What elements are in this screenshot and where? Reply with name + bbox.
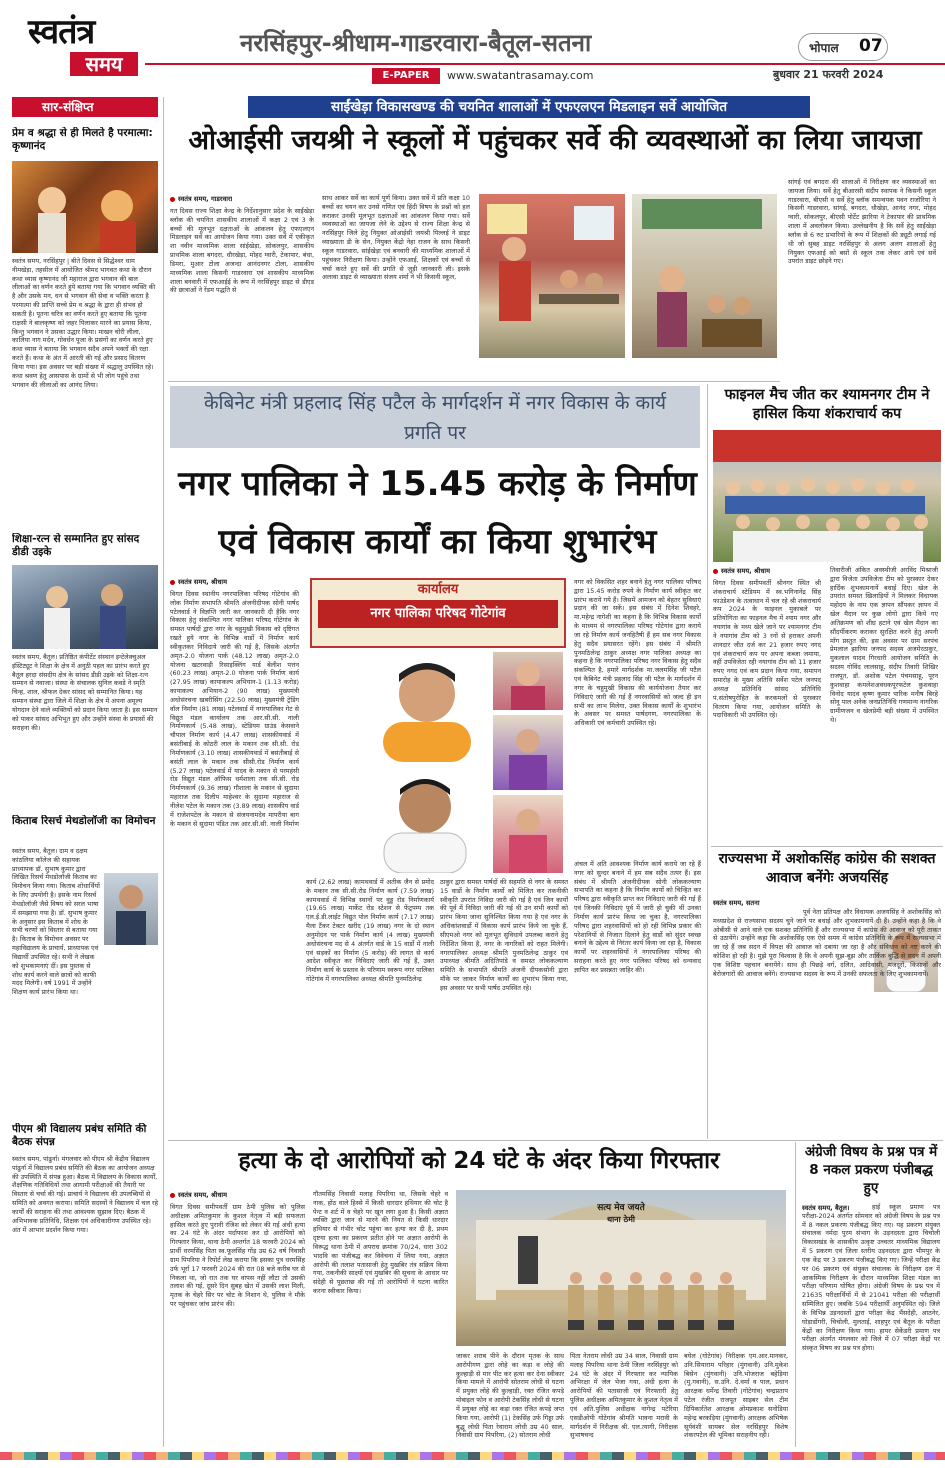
sidebar-item3-headline: किताब रिसर्च मेथडोलॉजी का विमोचन: [12, 815, 156, 827]
sidebar-item2-photo: [12, 565, 158, 649]
lead-kicker: साईंखेड़ा विकासखण्ड की चयनित शालाओं में एफएलएन मिडलाइन सर्वे आयोजित: [248, 96, 810, 118]
cricket-divider: [711, 846, 943, 847]
lead-col3: सांगई एवं बगदरा की शालाओं में निरीक्षण कर व्यवस्थाओं का जायजा लिया। सर्वे हेतु बीआरसी संदीप स्थापक ने किसनी स्कूल गाडरवारा, बीएसी व सर्वे हेतु ब्लॉक समन्वयक पवन राजोरिया ने किसनी गाडरवारा, सांगई, बगदरा, धौखेड़ा, आनंद नगर, मोहद ग्वारी, सोकलपुर, बीएसी पोर्टेट झारिया ने टेकापार की प्राथमिक शाला में अवलोकन किया। उल्लेखनीय है कि सर्वे हेतु साईंखेड़ा ब्लॉक से 6 रुट प्रभारियों के रूप में शिक्षकों की ड्यूटी लगाई गई थी जो सुबह डाइट नरसिंहपुर से अलग अलग शालाओं हेतु नियुक्त एफआई को बसों से स्कूल तक लेकर आये एवं सर्वे उपरांत डाइट छोड़ने गए।: [788, 178, 936, 266]
edition-title: नरसिंहपुर-श्रीधाम-गाडरवारा-बैतूल-सतना: [240, 29, 592, 57]
lead-byline-text: स्वतंत्र समय, गाडरवारा: [178, 195, 233, 203]
lead-photo-2-art: [632, 194, 777, 358]
sidebar-item1-photo-art: [12, 161, 158, 253]
sidebar-item1-photo: [12, 161, 158, 253]
portrait-5: [493, 795, 563, 873]
police-station-photo: [456, 1190, 786, 1346]
sidebar-divider: [163, 97, 164, 1447]
crime-byline-text: स्वतंत्र समय, श्रीधाम: [178, 1191, 228, 1199]
police-sign-line1: सत्य मेव जयते: [597, 1203, 645, 1213]
portrait-5-art: [493, 795, 563, 873]
sidebar-item3-photo: [104, 873, 158, 945]
crime-col3: जाकर शराब पीने के दौरान मृतक के साथ आरोपीगण द्वारा लोहे का कड़ा व लोहे की कुल्हाड़ी से मार पीट कर हत्या कर देना स्वीकार किया मामले में आरोपी सोतराम लोधी से घटना में प्रयुक्त लोहे की कुल्हाड़ी, रक्त रंजित कपड़े मोबाइल फोन व आरोपी टेकसिंह लोधी से घटना में प्रयुक्त लोहे का कड़ा रक्त रंजित कपड़े जप्त किया गया, आरोपी (1) टेकसिंह उर्फ गिड्डा उर्फ बुद्धू लोधी पिता रेवाराम लोधी उम्र 40 साल, निवासी ग्राम पिपरिया, (2) सोतराम लोधी: [456, 1352, 564, 1440]
sidebar-section-title: सार-संक्षिप्त: [12, 97, 158, 117]
main-bottom-divider: [168, 1140, 943, 1141]
issue-date: बुधवार 21 फरवरी 2024: [773, 68, 884, 81]
footer-color-bar: [0, 1452, 945, 1460]
rajyasabha-body: पूर्व नेता प्रतिपक्ष और विधायक अजयसिंह ने अशोकसिंह को मध्यप्रदेश से राज्यसभा सदस्य चुने जाने पर बधाई और शुभकामनायें दी हैं। उन्होंने कहा है कि वे ओबीसी से आने वाले एक सशक्त प्रतिनिधि हैं और राज्यसभा में कांग्रेस की आवाज को पूरी ताकत से उठायेंगे। उन्होंने कहा कि अशोकसिंह एक ऐसे समय में कांग्रेस प्रतिनिधि के रूप में राज्यसभा में जा रहे हैं जब सदन में विपक्ष की आवाज को दबाया जा रहा है और संविधान को नष्ट करने की कोशिश हो रही है। मुझे पूरा विश्वास है कि वे अपनी सूझ-बूझ और तार्किक बुद्धि से सदन में अपनी एक विशिष्ट पहचान बनायेंगे। साथ ही पिछड़े वर्ग, दलित, आदिवासी, मजदूरों, किसानों और बेरोजगारों की आवाज बनेंगे। राज्यसभा सदस्य के रूप में उनकी सफलता के लिए शुभकामनायें।: [713, 908, 941, 978]
main-col3: ठाकुर द्वारा समस्त पार्षदों की सहमति से नगर के समस्त 15 वार्डो के निर्माण कार्यो को मिलित कर तकनीकी स्वीकृति उपरांत निविदा जारी की गई है एवं जिन कार्यों की पूर्व में निविदा जारी की गई थी उन सभी कार्यों को प्रारंभ किया जाना सुनिश्चित किया गया है एवं नगर के अधिकांशवार्डो में विकास कार्य प्रारंभ किये जा चुके हैं, सीएमओ नगर को मूलभूत सुविधाये उपलब्ध कराने हेतु निर्देशित किया है, नगर के नागरिकों को राहत मिलेगी। नगरपालिका अध्यक्ष श्रीमति पुनमठिलेन्द्र ठाकुर एवं उपाध्यक्ष श्रीमति अदितिपांडे व समस्त लोककल्याण समिति के सभापति श्रीमति अंजनी दीपकसोनी द्वारा मौके पर जाकर निर्माण कार्यों का शुभारंभ किया गया, इस अवसर पर सभी पार्षद उपस्थित रहे।: [440, 878, 568, 992]
sidebar-item2-photo-art: [12, 565, 158, 649]
english-headline: अंग्रेजी विषय के प्रश्न पत्र में 8 नकल प्रकरण पंजीबद्ध हुए: [804, 1144, 938, 1196]
main-byline-text: स्वतंत्र समय, श्रीधाम: [178, 578, 228, 586]
crime-byline: [170, 1190, 227, 1199]
portrait-1-art: [365, 652, 490, 762]
sidebar-item2-body: स्वतंत्र समय, बैतूल। प्रतिष्ठित कंपीटेंट संस्थान इन्टेलेक्चुअल इंस्टिट्यूट ने शिक्षा के क्षेत्र में अनुठी पहल का प्रारंभ करते हुए बैतूल हरदा संसदीय क्षेत्र के सांसद डीडी उइके को शिक्षा-रत्न सम्मान से नवाजा। संस्था के संचालक सुनिल कवडे ने स्मृति चिन्ह, शाल, श्रीफल देकर सांसद को सम्मानित किया। यह सम्मान संस्था द्वारा जिले में शिक्षा के क्षेत्र में अपना अमूल्य योगदान देने वाले व्यक्तियों को प्रदान किया जाता है। इस सम्मान को पाकर सांसद अभिभूत हुए और उन्होंने संस्था के प्रयासों की सराहना की।: [12, 653, 158, 732]
lead-photo-1: [479, 194, 625, 358]
sidebar-item2-headline: शिक्षा-रत्न से सम्मानित हुए सांसद डीडी उइके: [12, 533, 140, 558]
logo-top: स्वतंत्र: [28, 12, 95, 52]
bullet-icon: [170, 580, 175, 585]
rajyasabha-headline: राज्यसभा में अशोकसिंह कांग्रेस की सशक्त आवाज बनेंगेः अजयसिंह: [718, 851, 936, 886]
website-link[interactable]: www.swatantrasamay.com: [447, 69, 594, 82]
cricket-photo-art: [713, 430, 941, 562]
portrait-2: [370, 765, 480, 873]
main-col2: कार्य (2.62 लाख) कामथवार्ड में अतीक जैन से प्रमोद के मकान तक सी.सी.रोड निर्माण कार्य (7.59 लाख) कामथवार्ड में विभिन्न स्थानों पर वुड्ड रोड निर्माणकार्य (19.65 लाख) मार्केट रोड स्टेशन से फेंट्रपम्प तक एल.ई.डी.लाईट विद्युत पोल निर्माण कार्य (7.17 लाख) मैला टैंकर टेक्टर खरीद (19 लाख) नगर के दो स्थान अनुमोदन पर पार्क निर्माण कार्य (4 लाख) मुख्यमंत्री अधोसंरचना मद से 4 अंतर्गत वार्ड के 15 वार्डो में नाली एवं सड़कों का निर्माण (5 करोड़) की लागत से कार्य आदेश स्वीकृत कर निविदाएं जारी की गई हैं, उक्त निर्माण कार्य के प्रस्ताव के परिणाम स्वरूप नगर पालिका गोटेगांव में नगरपालिका अध्यक्ष श्रीमति पुनमठिलेन्द्र: [306, 878, 434, 984]
sidebar-item1-body: स्वतंत्र समय, नरसिंहपुर | बीते दिवस से सिद्धेश्वर धाम नीमखेड़ा, तहसील में आयोजित श्रीमद भागवत कथा के दौरान कथा व्यास कृष्णानंद जी महाराज द्वारा भगवान की बाल लीलाओं का वर्णन करते हुये बताया गया कि भगवान व्यक्ति की है और उसके मन, धन से भगवान की सेवा व भक्ति करता है परमात्मा की प्राप्ति सच्चे प्रेम व श्रद्धा के द्वारा ही संभव हो सकती है। पूतना चरित्र का वर्णन करते हुए बताया कि पूतना राक्षसी ने बालकृष्ण को जहर पिलाकर मारने का प्रयास किया, किन्तु भगवान ने उसका उद्धार किया। माखन चोरी लीला, कालिया नाग मर्दन, गोवर्धन पूजा के प्रसंगों का वर्णन करते हुए कथा व्यास ने बताया कि भगवान सदैव अपने भक्तों की रक्षा करते हैं। कथा के अंत में आरती की गई और प्रसाद वितरण किया गया। इस अवसर पर बड़ी संख्या में श्रद्धालु उपस्थित रहे। कथा श्रवण हेतु आसपास के ग्रामों से भी लोग पहुंचे तथा भगवान की लीलाओं का आनंद लिया।: [12, 257, 156, 389]
main-kicker: केबिनेट मंत्री प्रहलाद सिंह पटैल के मार्गदर्शन में नगर विकास के कार्य प्रगति पर: [170, 386, 700, 448]
portrait-4: [493, 715, 563, 790]
rajyasabha-byline-text: स्वतंत्र समय, सतना: [713, 899, 760, 907]
cricket-byline: [713, 566, 770, 575]
crime-col1: विगत दिवस समीपवर्ती ग्राम ठेमी पुलिस को पुलिस अधीक्षक अमितकुमार के कुशल नेतृत्व में बड़ी सफलता हासिल करते हुए पुरानी रंजिश को लेकर की गई अंधी हत्या का 24 घंटे के अंदर पर्दाफाश कर दो आरोपियों को गिरफ्तार किया, थाना ठेमी अन्तर्गत 18 फरवरी 2024 को प्रार्थी धरमसिंह पिता स्व.फूलसिंह गोंड़ उम्र 62 वर्ष निवासी ग्राम पिपरिया ने रिपोर्ट लेख कराया कि इसका पुत्र धरमसिंह उर्फ भूर्रा 17 फरवरी 2024 की रात 08 बजे करीब घर से निकला था, जो रात तक घर वापस नहीं लौटा तो उसकी तलाश की गई, दूसरे दिन सुबह खेत में उसकी लाश मिली, मृतक के चेहरे सिर पर चोट के निशान थे, पुलिस ने मौके पर पहुंचकर जांच प्रारंभ की।: [170, 1203, 305, 1309]
main-byline: [155, 577, 227, 586]
office-sign-main: नगर पालिका परिषद गोटेगांव: [318, 600, 558, 628]
sidebar-item3-photo-art: [104, 873, 158, 945]
office-sign-photo: [310, 578, 566, 648]
main-col4: नगर को विकसित शहर बनाने हेतु नगर पालिका परिषद द्वारा 15.45 करोड़ रुपये के निर्माण कार्य स्वीकृत कर प्रारंभ कराये गये हैं। जिसमें आमजन को बेहतर सुविधाएं प्रदान की जा सकें। इस संबंध में दिनेश शिवहरे, मा.महेन्द्र नागेशी का कहना है कि विभिन्न विकास कार्यों के माध्यम से नगरपालिका परिषद गोटेगांव द्वारा कराये जा रहे निर्माण कार्य जनहितैषी हैं हम सब नगर विकास हेतु सदैव प्रयासरत रहेंगे। इस संबंध में श्रीमति पुनमठिलेन्द्र ठाकुर अध्यक्ष नगर पालिका अध्यक्ष का कहना है कि नगरपालिका परिषद नगर विकास हेतु सदैव संकल्पित है, हमारे मार्गदर्शक मा.जलमसिंह जी पटैल एवं कैबिनेट मंत्री प्रहलाद सिंह जी पटैल के मार्गदर्शन में नगर के चहुमुखी विकास की कार्ययोजना तैयार कर निविदाएं जारी की गई हैं नगरवासियों को जल्द ही इन सभी का लाभ मिलेगा, उक्त विकास कार्यों के शुभारंभ के अवसर पर समस्त पार्षदगण, नगरपालिका के अधिकारी एवं कर्मचारी उपस्थित रहे।: [574, 578, 701, 728]
main-cricket-divider: [707, 384, 708, 1139]
city-box: [798, 33, 888, 61]
police-sign-line2: थाना ठेमी: [607, 1215, 635, 1224]
bullet-icon: [170, 1193, 175, 1198]
masthead: [0, 0, 945, 92]
crime-col5: बघेल (गोटेगांव) निरीक्षक एम.आर.मानकर, उनि.सियाराम परिहार (मुंगवानी) उनि.मुकेश बिसेन (मुंगवानी) उनि.भोजराज बहेड़िया (मु.गवानी), स.उनि. दे.वर्मा व पाल, प्रधान आरक्षक धर्मेन्द्र तिवारी (गोटेगांव) चन्द्रप्रताप पटेल रंजीत राजपूत साइबर सेल टीम दिपिकार्रतेश आरक्षक ओमप्रकाश सनोडिया महेन्द्र बरकड़िया (मुंगवानी) आरक्षक अभिषेक सूर्यवंशी सायबर सेल नरसिंहपुर विशेष शंकरपटेल की भूमिका सराहनीय रही।: [684, 1352, 788, 1440]
crime-headline: हत्या के दो आरोपियों को 24 घंटे के अंदर किया गिरफ्तार: [238, 1148, 720, 1174]
english-body: हाई स्कूल प्रमाण पत्र परीक्षा-2024 अंतर्गत सोमवार को अंग्रेजी विषय के प्रश्न पत्र में 8 नकल प्रकरण पंजीबद्ध किए गए। यह प्रकरण संयुक्त संचालक नर्मदा पुरम संभाग के उड़नदस्ता द्वारा चिचोली विकासखंड के शासकीय उत्कृष्ट उच्चतर माध्यमिक विद्यालय में 5 प्रकरण एवं जिला स्तरीय उड़नदस्ता द्वारा भीमपुर के एक केंद्र पर 3 प्रकरण पंजीबद्ध किए गए। जिन्हें परीक्षा केंद्र पर 06 प्रकरण एवं संयुक्त संचालक के निरीक्षण दल में आकस्मिक निरीक्षण के दौरान माध्यमिक शिक्षा मंडल का परीक्षा परिणाम घोषित होगा। अंग्रेजी विषय के प्रश्न पत्र में 21635 परीक्षार्थियों में से 21041 परीक्षा की परीक्षार्थी सम्मिलित हुए। जबकि 594 परीक्षार्थी अनुपस्थित रहे। जिले के विभिन्न उड़नदस्तों द्वारा परीक्षा केंद्र भैंसदेही, आठनेर, घोड़ाडोंगरी, चिचोली, मुलताई, शाहपुर एवं बैतूल के परीक्षा केंद्रों का निरीक्षण किया गया। हायर सेकेंडरी प्रमाण पत्र परीक्षा अंतर्गत मंगलवार को जिले में 07 परीक्षा केंद्रों पर संस्कृत विषय का प्रश्न पत्र होगा।: [802, 1203, 940, 1353]
lead-byline: [170, 194, 232, 203]
logo: [28, 12, 143, 84]
bullet-icon: [713, 569, 718, 574]
lead-divider: [168, 381, 780, 382]
logo-bottom: समय: [70, 52, 138, 76]
portrait-2-art: [370, 765, 480, 873]
masthead-rule: [145, 63, 945, 65]
crime-col4: पिता नेतराम लोधी उम्र 34 साल, निवासी ग्राम मलाह पिपरिया थाना ठेमी जिला नरसिंहपुर को 24 घंटे के अंदर में गिरफ्तार कर न्यायिक अभिरक्षा में जेल भेजा गया, अंधी हत्या के आरोपियों की पतासाजी एवं गिरफ्तारी हेतु पुलिस अधीक्षक अमितकुमार के कुशल नेतृत्व में एवं अति.पुलिस अधीक्षक नागेन्द्र पटेरिया एसडीओपी गोटेगांव श्रीमति भावना मरावी के मार्गदर्शन में निरीक्षक श्री. एल.त्यागी, निरीक्षक सुभाषचन्द: [570, 1352, 678, 1440]
page-number: 07: [859, 36, 883, 56]
crime-col2: गौतमसिंह निवासी मलाह पिपरिया था, जिसके चेहरे व नाक, होंठ वाले हिस्से में किसी धारदार हथियार की चोट है पेन्ट व शर्ट में व चेहरे पर खून लगा हुआ है। किसी अज्ञात व्यक्ति द्वारा जान से मारने की नियत से किसी धारदार हथियार से गंभीर चोट पहुंचा कर हत्या कर दी है, प्रथम दृष्टया हत्या का प्रकरण प्रतीत होने पर अज्ञात आरोपी के विरूद्ध थाना ठेमी में अपराध क्रमांक 70/24, धारा 302 भादवि का पंजीबद्ध कर विवेचना में लिया गया, अज्ञात आरोपी की तलाश पतासाजी हेतु मुखबिर तंत्र सक्रिय किया गया, तकनीकी साक्ष्यों एवं मुखबिर की सूचना के आधार पर संदेही से पूछताछ की गई तो आरोपियों ने घटना कारित करना स्वीकार किया।: [313, 1190, 448, 1296]
lead-photo-2: [632, 194, 777, 358]
cricket-col2: तिवारीजी अंकित अवस्थीजी अरविंद मिश्राजी द्वारा विजेता उपविजेता टीम को पुरस्कार देकर हार्दिक शुभकामनायें बधाई दिए। खेल के उपरांत समस्त खिलाड़ियों ने मिलकर विधायक महोदय के नाम एक ज्ञापन सौंपकर ज्ञापन में खेल मैदान पर कुछ लोगो द्वारा किये गए अतिक्रमण को शीघ्र हटाने एवं खेल मैदान का सौंदर्यीकरण कराकर सुरक्षित करने हेतु अपनी माँग प्रस्तुत की, इस अवसर पर ग्राम सरपंच प्रेमलाल झारिया जनपद सदस्य अजमेरठाकुर, मुकलाल यादव गिरधारी आयोजन समिति के सदस्य गोविंद लालसाहू, संदीप तिवारी शिखिर राजपूत, डॉ. अशोक पटेल पंचमसाहू, पूरन कुशवाहा कमलेशअवधकपूरफटेल कुशवाहा विनोद यादव कृष्ण कुमार पारिक मनीष बिरहे सोनू पाल अनेक जनप्रतिनिधि गणमान्य नागरिक ग्रामीणजन व खेलप्रेमी बड़ी संख्या में उपस्थित थे।: [830, 566, 938, 725]
sidebar-item4-body: स्वतंत्र समय, पांढुर्ना। मंगलवार को पीएम श्री केंद्रीय विद्यालय पांढुर्ना में विद्यालय प्रबंध समिति की बैठक का आयोजन अध्यक्ष की उपस्थिति में संपन्न हुआ। बैठक में विद्यालय के विकास कार्यों, शैक्षणिक गतिविधियों तथा आगामी परीक्षाओं की तैयारी पर विस्तार से चर्चा की गई। प्राचार्य ने विद्यालय की उपलब्धियों से समिति को अवगत कराया। समिति सदस्यों ने विद्यालय में चल रहे कार्यों की सराहना की तथा आवश्यक सुझाव दिए। बैठक में अभिभावक प्रतिनिधि, शिक्षक एवं अधिकारीगण उपस्थित रहे। अंत में आभार प्रदर्शन किया गया।: [12, 1155, 158, 1234]
main-col1: विगत दिवस स्थानीय नगरपालिका परिषद गोटेगांव की लोक निर्माण सभापति श्रीमति अंजनीदीपक सोनी पार्षद पटेलवार्ड ने विज्ञप्ति जारी कर जानकारी दी हैकि नगर विकास हेतु संकल्पित नगर पालिका परिषद गोटेगांव के समस्त पार्षदों द्वारा नगर के चहुमुखी विकास को दृष्टिगत रखते हुये नगर के विभिन्न वार्डो में निर्माण कार्य स्वीकृतकर निविदाये जारी की गई है, जिसके अंतर्गत अमृत-2.0 योजना पार्क (48.12 लाख) अमृत-2.0 योजना खटरवाड़ी रिसाइक्लिंग यार्ड बेलीश पत्तन (60.23 लाख) अमृत-2.0 योजना पार्क निर्माण कार्य (27.95 लाख) कायाकल्प अभियान-1 (1.13 करोड़) कायाकल्प अभियान-2 (90 लाख) मुख्यमंत्री अधोसंरचना खबरीसिंग (22.50 लाख) मुख्यमंत्री ट्रेडिंग वॉल निर्माण (81 लाख) पटेलवार्ड में नगरपालिका गेट से विद्युत मंडल कार्यालय तक आर.सी.सी. नाली निर्माणकार्य (5.48 लाख), स्टेडियम ग्राउंड केसवाने चौपाल निर्माण कार्य (4.47 लाख) शासकीयवार्ड में बसंतीबाई के कोठरी लाल के मकान तक सी.सी. रोड निर्माणकार्य (3.10 लाख) शासकीयवार्ड में बसंतीबाई से बसंती लाल के मकान तक सीसी.रोड निर्माण कार्य (5.27 लाख) पटेलवार्ड में यादव के मकान से परमहंसी रोड विद्युत मंडल ऑफिस धर्मशाला तक सी.सी. रोड निर्माणकार्य (9.36 लाख) गौशाला के मकान से सुदामा महाराज तक दिलीप माहेश्वर के सुदामा महाराज से नीलेश पटेल के मकान तक (3.89 लाख) शासकीय वार्ड में राजेशपटेल के मकान से संजयनामदेव मापरीया बाग के मकान से सुदामा पंडित तक आर.सी.सी. नाली निर्माण: [170, 590, 299, 828]
sidebar-item4-headline: पीएम श्री विद्यालय प्रबंध समिति की बैठक संपन्न: [12, 1123, 147, 1148]
rajyasabha-byline: [713, 898, 760, 907]
cricket-col1: विगत दिवस समीपवर्ती श्रीनगर स्थित श्री शंकराचार्य स्टेडियम में स्व.भगिनानेंद्र सिंह फाउंडेशन के तत्वाधान में चल रहे श्री शंकराचार्य कप 2024 के फाइनल मुकाबले पर प्रतियोगिता का फाइनल मैच में श्याम नगर और नयागांव के मध्य खेले जाने पर श्यामनगर टीम ने नयागांव टीम को 3 रनों से हराकर अपनी शानदार जीत दर्ज कर 21 हजार रुपए नगद एवं शंकराचार्य कप पर अपना कब्जा जमाया, वहीं उपविजेता रही नयागांव टीम को 11 हजार रुपए नगद एवं कप प्रदान किया गया, समापन समारोह के मुख्य अतिथि सर्वेश पटेल जनपद अध्यक्ष प्रतिनिधि सांसद प्रतिनिधि पं.संतोषपुरोहित के करकमलों से पुरस्कार वितरण किया गया, आयोजन समिति के पदाधिकारी भी उपस्थित रहे।: [713, 579, 821, 720]
sidebar-item1-headline: प्रेम व श्रद्धा से ही मिलते है परमात्मा: कृष्णानंद: [12, 127, 153, 152]
city-label: भोपाल: [809, 41, 839, 55]
lead-col2: साथ आकर सर्वे का कार्य पूर्ण किया। उक्त सर्वे में प्रति कक्षा 10 बच्चों का चयन कर उनसे गणित एवं हिंदी विषय के प्रश्नों को हल कराकर उनकी मूलभूत दक्षताओं का आंकलन किया गया। सर्वे व्यवस्थाओं का जायजा लेने के उद्देश्य से राज्य शिक्षा केन्द्र से नरसिंहपुर जिले हेतु नियुक्त ओआईसी जयश्री पिल्लई ने डाइट व्याख्याता डी के सेन, नियुक्त केंद्रो नेहा राजन के साथ किसनी स्कूल गाडरवारा, सांईखेड़ा एवं बनवारी की माध्यमिक शालाओं में पहुंचकर निरीक्षण किया। उन्होंने एफआई, शिक्षकों एवं बच्चों से चर्चा करते हुए सर्वे की प्रगति से जुड़ी जानकारी ली। इसके अलावा डाइट से व्याख्याता संजय शर्मा ने भी किसनी स्कूल,: [322, 194, 470, 282]
portrait-3-art: [493, 652, 563, 710]
cricket-headline: फाइनल मैच जीत कर श्यामनगर टीम ने हासिल किया शंकराचार्य कप: [724, 387, 930, 422]
cricket-byline-text: स्वतंत्र समय, श्रीधाम: [721, 567, 771, 575]
sidebar-item3-body: स्वतंत्र समय, बैतूल। दाम व दक्षम कांठलिया कॉलेज की सहायक प्राध्यापक डॉ. सुभाष कुमार द्वारा लिखित रिसर्च मेथडोलॉजी किताब का विमोचन किया गया। किताब शोधार्थियों के लिए उपयोगी है। इसके नाम रिसर्च मेथडोलॉजी जैसे विषय को सरल भाषा में समझाया गया है। डॉ. सुभाष कुमार के अनुसार इस किताब में शोध के सभी चरणों को विस्तार से बताया गया है। किताब के विमोचन अवसर पर महाविद्यालय के प्राचार्य, प्राध्यापक एवं विद्यार्थी उपस्थित रहे। सभी ने लेखक को शुभकामनाएं दीं। इस पुस्तक से शोध कार्य करने वाले छात्रों को काफी मदद मिलेगी। वर्ष 1991 में उन्होंने शिक्षण कार्य प्रारंभ किया था।: [12, 847, 100, 997]
english-byline-text: स्वतंत्र समय, बैतूल।: [802, 1204, 850, 1212]
portrait-3: [493, 652, 563, 710]
lead-col1: गत दिवस राज्य शिक्षा केन्द्र के निर्देशानुसार प्रदेश के साईंखेड़ा ब्लॉक की चयनित शासकीय शालाओं में कक्षा 2 एवं 3 के बच्चों की मूलभूत दक्षताओं के आंकलन हेतु एफएलएन मिडलाइन सर्वे का आयोजन किया गया। उक्त सर्वे में एकीकृत शा नवीन माध्यमिक शाला सांईखेड़ा, सोकलपुर, शासकीय प्राथमिक शाला बगदरा, धौरखेड़ा, मोहद ग्वारी, टेकापार, बंधा, डिमरा, मुआर टोला अजन्दा आनंदनगर टोला, शासकीय माध्यमिक शाला किसनी गाडरवारा एवं शासकीय माध्यमिक शाला बनवारी में एफआईई के रूप में नरसिंहपुर डाइट से डीएड की छात्राओं ने रेंडम पद्धति से: [170, 207, 314, 295]
office-sign-top: कार्यालय: [417, 582, 459, 597]
lead-headline: ओआईसी जयश्री ने स्कूलों में पहुंचकर सर्वे की व्यवस्थाओं का लिया जायजा: [188, 125, 922, 156]
main-col5: अंचल में अति आवश्यक निर्माण कार्य कराये जा रहे हैं नगर को सुन्दर बनाने में हम सब सदैव तत्पर हैं। इस संबंध में श्रीमति अंजनीदीपक सोनी लोककल्याण सभापति का कहना है कि निर्माण कार्यो को चिन्हित कर परिषद द्वारा स्वीकृति प्राप्त कर निविदाएं जारी की गई हैं एवं जिनकी निविदाएं पूर्व में जारी हो चुकी थीं उनका निर्माण कार्य प्रारंभ किया जा चुका है, नगरपालिका परिषद द्वारा शहरवासियों को हो रही विभिन्न प्रकार की परेशानियों से निजात दिलाने हेतु वार्डो को सुंदर स्वच्छ बनाने के उद्देश्य से निरंतर कार्य किया जा रहा है, विकास कार्यों पर शहरवासियों ने नगरपालिका परिषद की सराहना करते हुए नगर पालिका परिषद को धन्यवाद ज्ञापित कर प्रसन्नता जाहिर की।: [574, 860, 701, 1136]
epaper-label: E-PAPER: [372, 68, 440, 84]
portrait-1: [365, 652, 490, 762]
crime-english-divider: [795, 1142, 796, 1447]
sidebar: [12, 97, 158, 1447]
portrait-4-art: [493, 715, 563, 790]
cricket-photo: [713, 430, 941, 562]
lead-photo-1-art: [479, 194, 625, 358]
bullet-icon: [170, 197, 175, 202]
main-headline: नगर पालिका ने 15.45 करोड़ के निर्माण एवं विकास कार्यों का किया शुभारंभ: [178, 464, 697, 562]
